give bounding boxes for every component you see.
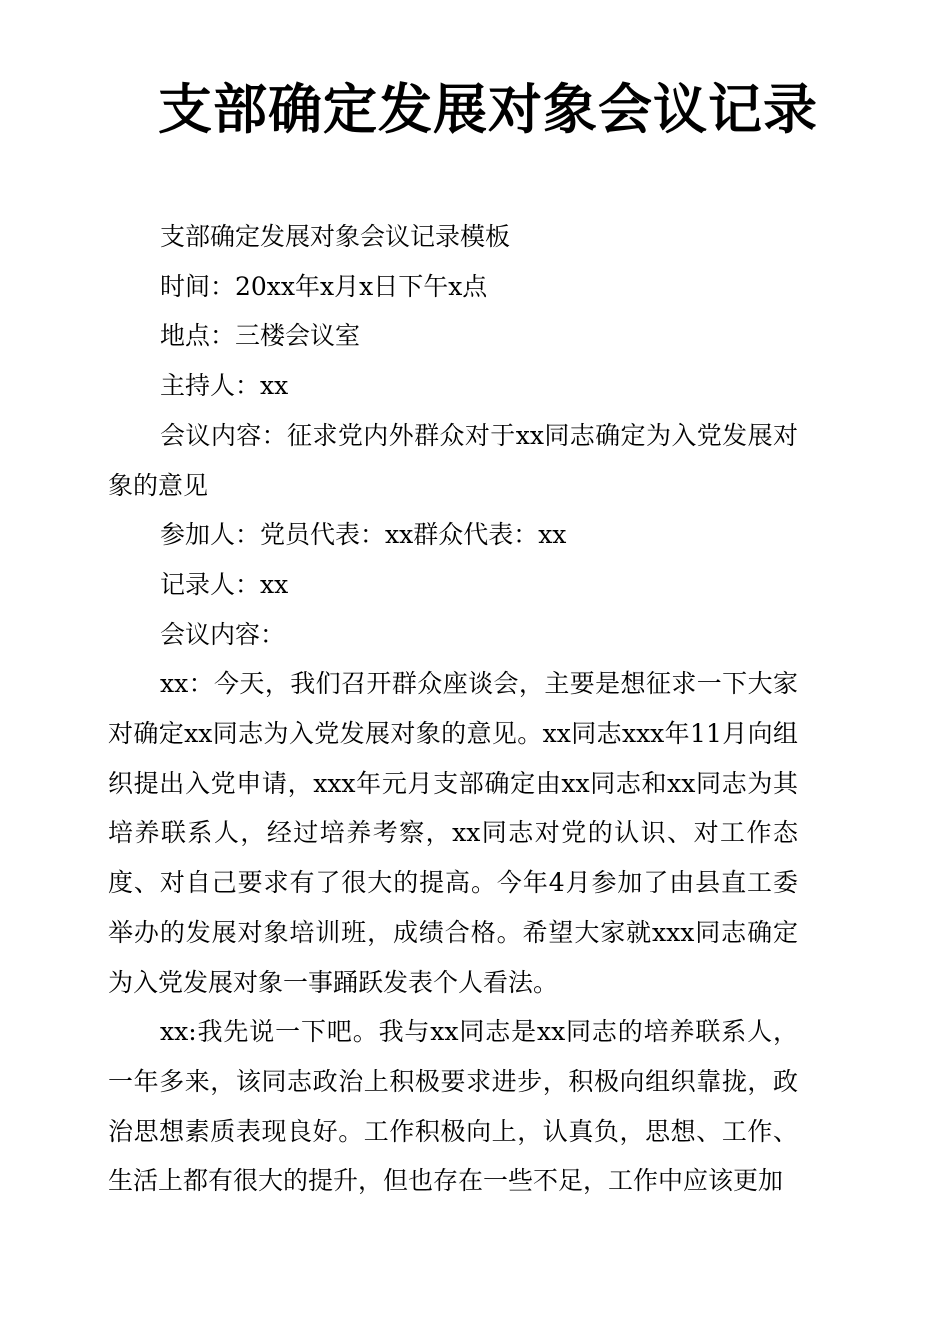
meeting-content-heading: 会议内容： xyxy=(160,619,286,649)
recorder-line: 记录人：xx xyxy=(160,569,289,599)
meeting-topic-line: 会议内容：征求党内外群众对于xx同志确定为入党发展对象的意见 xyxy=(108,420,798,500)
document-body xyxy=(108,212,798,1206)
first-speaker-paragraph: xx:我先说一下吧。我与xx同志是xx同志的培养联系人，一年多来，该同志政治上积极要求进步，积极向组织靠拢，政治思想素质表现良好。工作积极向上，认真负，思想、工作、生活上都有很大的提升，但也存在一些不足，工作中应该更加 xyxy=(108,1017,798,1196)
meeting-time-line: 时间：20xx年x月x日下午x点 xyxy=(160,271,488,301)
attendees-line: 参加人：党员代表：xx群众代表：xx xyxy=(160,520,567,550)
meeting-host-line: 主持人：xx xyxy=(160,371,289,401)
meeting-location-line: 地点：三楼会议室 xyxy=(160,321,361,351)
template-name-line: 支部确定发展对象会议记录模板 xyxy=(160,222,511,251)
opening-remarks-paragraph: xx：今天，我们召开群众座谈会，主要是想征求一下大家对确定xx同志为入党发展对象的意见。xx同志xxx年11月向组织提出入党申请，xxx年元月支部确定由xx同志和xx同志为其培养联系人，经过培养考察，xx同志对党的认识、对工作态度、对自己要求有了很大的提高。今年4月参加了由县直工委举办的发展对象培训班，成绩合格。希望大家就xxx同志确定为入党发展对象一事踊跃发表个人看法。 xyxy=(108,669,798,997)
document-title: 支部确定发展对象会议记录 xyxy=(158,78,818,141)
